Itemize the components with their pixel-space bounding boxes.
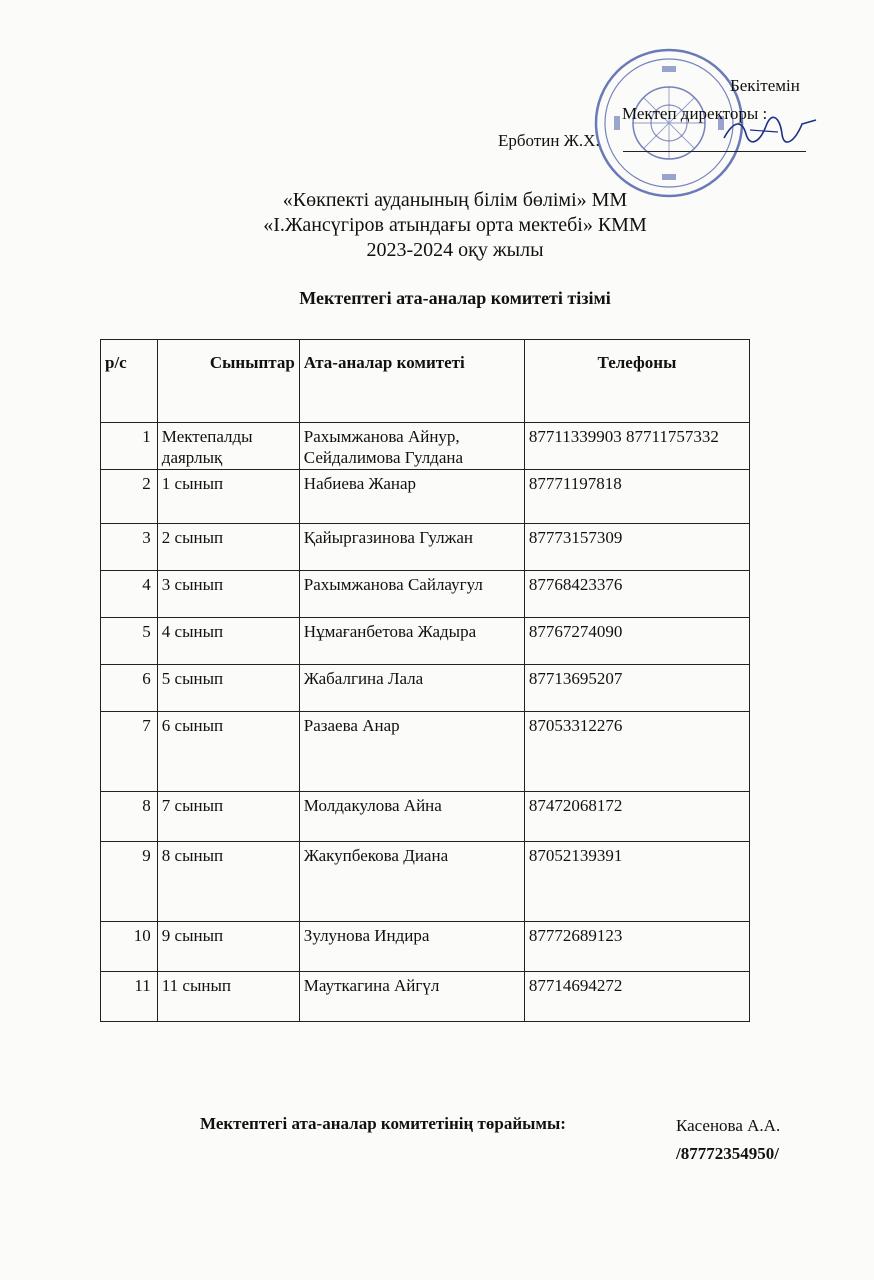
approval-role: Мектеп директоры :	[622, 104, 768, 123]
row-number: 1	[101, 423, 158, 470]
row-phone: 87053312276	[524, 712, 749, 792]
chair-name: Касенова А.А.	[676, 1116, 781, 1135]
row-committee-member: Зулунова Индира	[299, 922, 524, 972]
row-class: 2 сынып	[157, 524, 299, 571]
approval-name: Ерботин Ж.Х.	[498, 131, 600, 150]
row-committee-member: Разаева Анар	[299, 712, 524, 792]
row-phone: 87772689123	[524, 922, 749, 972]
row-phone: 87713695207	[524, 665, 749, 712]
header-department: «Көкпекті ауданының білім бөлімі» ММ	[282, 189, 628, 211]
table-header-row	[101, 340, 750, 423]
row-phone: 87768423376	[524, 571, 749, 618]
table-row	[101, 423, 750, 470]
row-phone: 87052139391	[524, 842, 749, 922]
table-row	[101, 972, 750, 1022]
row-number: 3	[101, 524, 158, 571]
table-row	[101, 665, 750, 712]
row-phone: 87771197818	[524, 470, 749, 524]
header-school: «І.Жансүгіров атындағы орта мектебі» КММ	[263, 214, 647, 236]
row-number: 8	[101, 792, 158, 842]
row-number: 7	[101, 712, 158, 792]
row-phone: 87773157309	[524, 524, 749, 571]
row-committee-member: Нұмағанбетова Жадыра	[299, 618, 524, 665]
signature-line	[623, 151, 806, 152]
header-committee: Ата-аналар комитеті	[299, 340, 524, 423]
row-committee-member: Жабалгина Лала	[299, 665, 524, 712]
table-row	[101, 470, 750, 524]
table-row	[101, 524, 750, 571]
row-number: 6	[101, 665, 158, 712]
header-phone: Телефоны	[524, 340, 749, 423]
row-phone: 87711339903 87711757332	[524, 423, 749, 470]
table-row	[101, 712, 750, 792]
row-number: 9	[101, 842, 158, 922]
row-class: 6 сынып	[157, 712, 299, 792]
header-year: 2023-2024 оқу жылы	[366, 239, 544, 261]
row-committee-member: Рахымжанова Айнур, Сейдалимова Гулдана	[299, 423, 524, 470]
row-class: 4 сынып	[157, 618, 299, 665]
row-number: 4	[101, 571, 158, 618]
row-class: 3 сынып	[157, 571, 299, 618]
chair-phone: /87772354950/	[676, 1144, 779, 1163]
table-row	[101, 571, 750, 618]
row-number: 10	[101, 922, 158, 972]
row-class: 11 сынып	[157, 972, 299, 1022]
row-committee-member: Набиева Жанар	[299, 470, 524, 524]
row-class: 5 сынып	[157, 665, 299, 712]
row-class: 7 сынып	[157, 792, 299, 842]
row-phone: 87472068172	[524, 792, 749, 842]
row-phone: 87767274090	[524, 618, 749, 665]
row-number: 2	[101, 470, 158, 524]
table-row	[101, 922, 750, 972]
document-title: Мектептегі ата-аналар комитеті тізімі	[299, 288, 611, 308]
header-number: р/с	[101, 340, 158, 423]
table-row	[101, 618, 750, 665]
chair-label: Мектептегі ата-аналар комитетінің төрайымы:	[200, 1114, 566, 1133]
row-committee-member: Рахымжанова Сайлаугул	[299, 571, 524, 618]
row-committee-member: Мауткагина Айгүл	[299, 972, 524, 1022]
row-class: 1 сынып	[157, 470, 299, 524]
row-phone: 87714694272	[524, 972, 749, 1022]
row-class: Мектепалды даярлық	[157, 423, 299, 470]
row-class: 8 сынып	[157, 842, 299, 922]
committee-table	[100, 339, 750, 1022]
row-committee-member: Қайыргазинова Гулжан	[299, 524, 524, 571]
header-classes: Сыныптар	[157, 340, 299, 423]
table-row	[101, 842, 750, 922]
row-class: 9 сынып	[157, 922, 299, 972]
row-committee-member: Молдакулова Айна	[299, 792, 524, 842]
table-row	[101, 792, 750, 842]
row-committee-member: Жакупбекова Диана	[299, 842, 524, 922]
approval-title: Бекітемін	[730, 76, 800, 95]
row-number: 11	[101, 972, 158, 1022]
row-number: 5	[101, 618, 158, 665]
